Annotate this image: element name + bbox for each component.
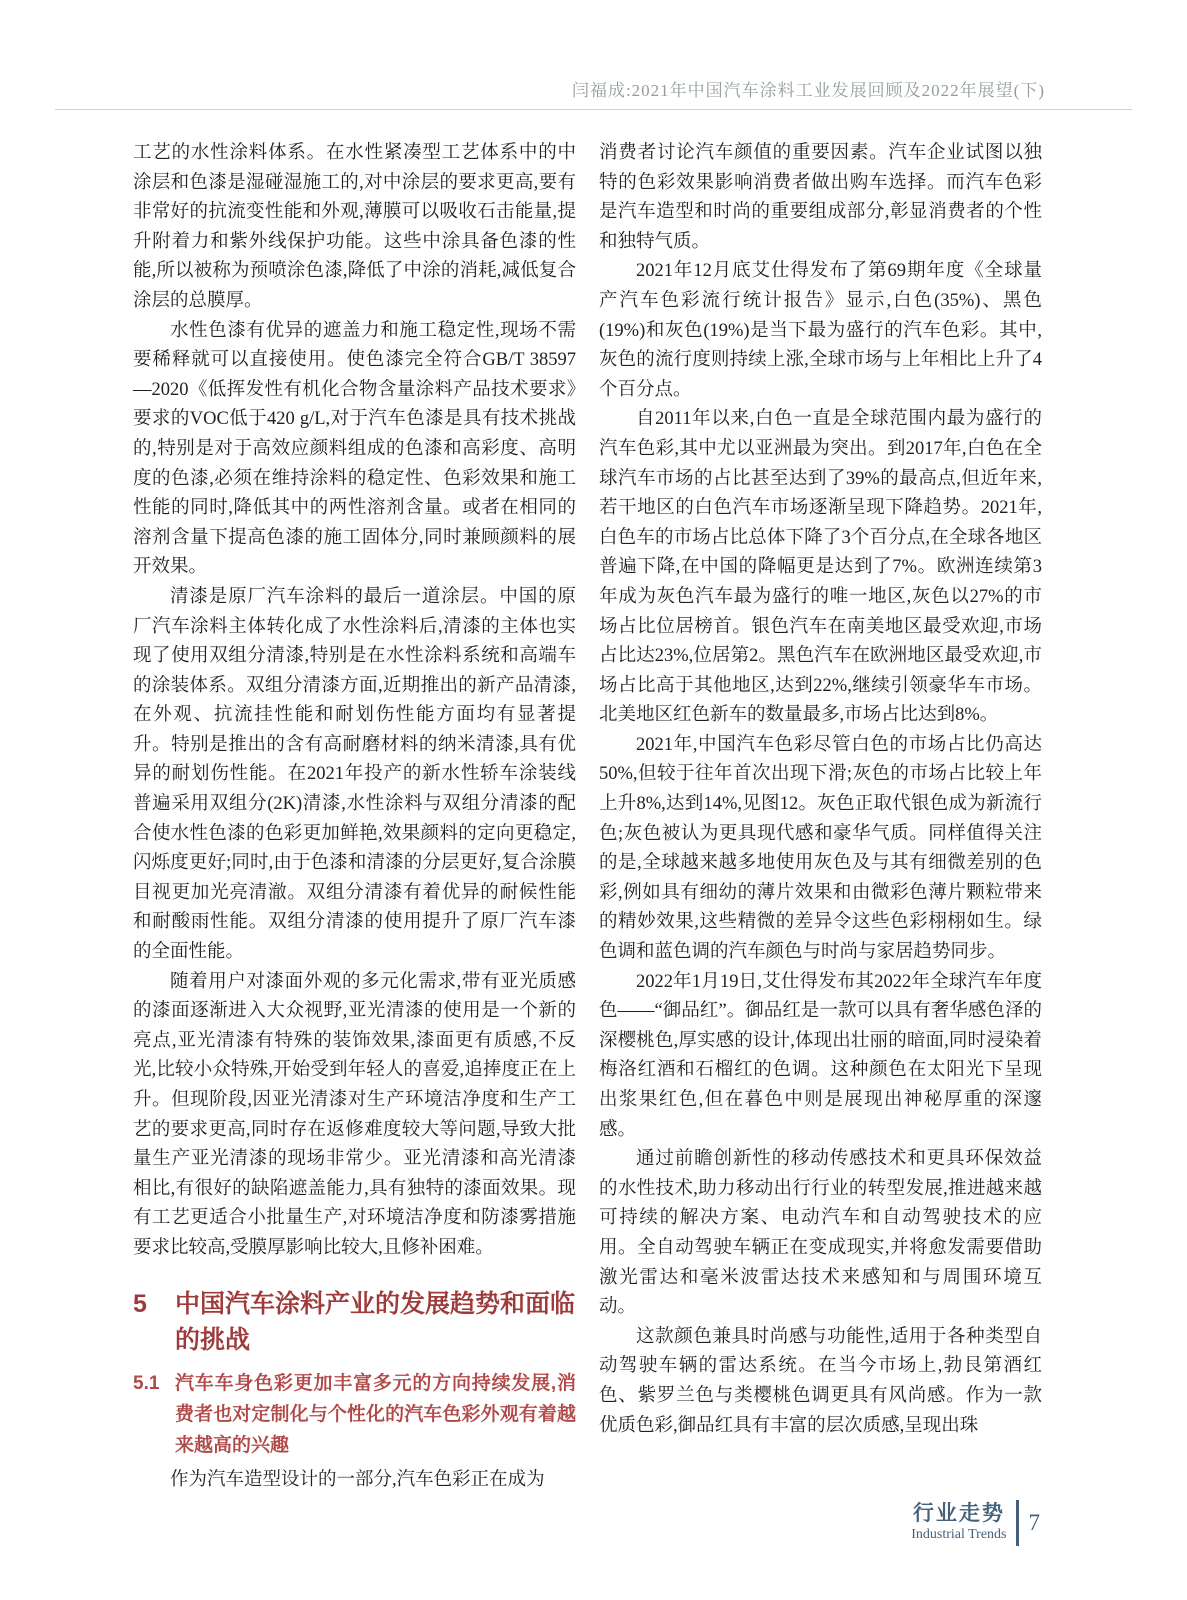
paragraph: 自2011年以来,白色一直是全球范围内最为盛行的汽车色彩,其中尤以亚洲最为突出。到2017年,白色在全球汽车市场的占比甚至达到了39%的最高点,但近年来,若干地区的白色汽车市场逐渐呈现下降趋势。2021年,白色车的市场占比总体下降了3个百分点,在全球各地区普遍下降,在中国的降幅更是达到了7%。欧洲连续第3年成为灰色汽车最为盛行的唯一地区,灰色以27%的市场占比位居榜首。银色汽车在南美地区最受欢迎,市场占比达23%,位居第2。黑色汽车在欧洲地区最受欢迎,市场占比高于其他地区,达到22%,继续引领豪华车市场。北美地区红色新车的数量最多,市场占比达到8%。 [599, 409, 1042, 726]
section-title: 中国汽车涂料产业的发展趋势和面临的挑战 [175, 1289, 576, 1354]
paragraph: 工艺的水性涂料体系。在水性紧凑型工艺体系中的中涂层和色漆是湿碰湿施工的,对中涂层的要求更高,要有非常好的抗流变性能和外观,薄膜可以吸收石击能量,提升附着力和紫外线保护功能。这些中涂具备色漆的性能,所以被称为预喷涂色漆,降低了中涂的消耗,减低复合涂层的总膜厚。 [133, 143, 576, 311]
section-number: 5 [133, 1289, 147, 1318]
subsection-heading [133, 1368, 576, 1461]
subsection-number: 5.1 [133, 1372, 160, 1394]
running-header [55, 76, 1045, 101]
article-body [133, 139, 1042, 1495]
paragraph: 2022年1月19日,艾仕得发布其2022年全球汽车年度色——“御品红”。御品红是一款可以具有奢华感色泽的深樱桃色,厚实感的设计,体现出壮丽的暗面,同时浸染着梅洛红酒和石榴红的色调。这种颜色在太阳光下呈现出浆果红色,但在暮色中则是展现出神秘厚重的深邃感。 [599, 971, 1042, 1140]
paragraph: 清漆是原厂汽车涂料的最后一道涂层。中国的原厂汽车涂料主体转化成了水性涂料后,清漆的主体也实现了使用双组分清漆,特别是在水性涂料系统和高端车的涂装体系。双组分清漆方面,近期推出的新产品清漆,在外观、抗流挂性能和耐划伤性能方面均有显著提升。特别是推出的含有高耐磨材料的纳米清漆,具有优异的耐划伤性能。在2021年投产的新水性轿车涂装线普遍采用双组分(2K)清漆,水性涂料与双组分清漆的配合使水性色漆的色彩更加鲜艳,效果颜料的定向更稳定,闪烁度更好;同时,由于色漆和清漆的分层更好,复合涂膜目视更加光亮清澈。双组分清漆有着优异的耐候性能和耐酸雨性能。双组分清漆的使用提升了原厂汽车漆的全面性能。 [133, 586, 576, 963]
page-footer [911, 1500, 1040, 1546]
page-number: 7 [1028, 1510, 1040, 1535]
footer-section-cn: 行业走势 [912, 1502, 1005, 1525]
left-column [133, 139, 576, 1495]
paragraph: 消费者讨论汽车颜值的重要因素。汽车企业试图以独特的色彩效果影响消费者做出购车选择。而汽车色彩是汽车造型和时尚的重要组成部分,彰显消费者的个性和独特气质。 [599, 143, 1042, 252]
paragraph: 通过前瞻创新性的移动传感技术和更具环保效益的水性技术,助力移动出行行业的转型发展,推进越来越可持续的解决方案、电动汽车和自动驾驶技术的应用。全自动驾驶车辆正在变成现实,并将愈发需要借助激光雷达和毫米波雷达技术来感知和与周围环境互动。 [599, 1149, 1042, 1318]
header-rule [55, 109, 1132, 110]
paragraph: 2021年,中国汽车色彩尽管白色的市场占比仍高达50%,但较于往年首次出现下滑;灰色的市场占比较上年上升8%,达到14%,见图12。灰色正取代银色成为新流行色;灰色被认为更具现代感和豪华气质。同样值得关注的是,全球越来越多地使用灰色及与其有细微差别的色彩,例如具有细幼的薄片效果和由微彩色薄片颗粒带来的精妙效果,这些精微的差异令这些色彩栩栩如生。绿色调和蓝色调的汽车颜色与时尚与家居趋势同步。 [599, 734, 1042, 963]
footer-section-label [911, 1502, 1015, 1544]
right-column [599, 139, 1042, 1495]
paragraph: 随着用户对漆面外观的多元化需求,带有亚光质感的漆面逐渐进入大众视野,亚光清漆的使用是一个新的亮点,亚光清漆有特殊的装饰效果,漆面更有质感,不反光,比较小众特殊,开始受到年轻人的喜爱,追捧度正在上升。但现阶段,因亚光清漆对生产环境洁净度和生产工艺的要求更高,同时存在返修难度较大等问题,导致大批量生产亚光清漆的现场非常少。亚光清漆和高光清漆相比,有很好的缺陷遮盖能力,具有独特的漆面效果。现有工艺更适合小批量生产,对环境洁净度和防漆雾措施要求比较高,受膜厚影响比较大,且修补困难。 [133, 971, 576, 1258]
paragraph: 作为汽车造型设计的一部分,汽车色彩正在成为 [170, 1469, 545, 1490]
subsection-title: 汽车车身色彩更加丰富多元的方向持续发展,消费者也对定制化与个性化的汽车色彩外观有着越来越高的兴趣 [175, 1372, 576, 1456]
footer-section-en: Industrial Trends [911, 1527, 1007, 1542]
paragraph: 这款颜色兼具时尚感与功能性,适用于各种类型自动驾驶车辆的雷达系统。在当今市场上,勃艮第酒红色、紫罗兰色与类樱桃色调更具有风尚感。作为一款优质色彩,御品红具有丰富的层次质感,呈现出珠 [599, 1326, 1042, 1436]
paragraph: 2021年12月底艾仕得发布了第69期年度《全球量产汽车色彩流行统计报告》显示,白色(35%)、黑色(19%)和灰色(19%)是当下最为盛行的汽车色彩。其中,灰色的流行度则持续上涨,全球市场与上年相比上升了4个百分点。 [599, 261, 1042, 400]
section-heading [133, 1286, 576, 1358]
running-title: 闫福成:2021年中国汽车涂料工业发展回顾及2022年展望(下) [571, 81, 1045, 100]
paragraph: 水性色漆有优异的遮盖力和施工稳定性,现场不需要稀释就可以直接使用。使色漆完全符合GB/T 38597—2020《低挥发性有机化合物含量涂料产品技术要求》要求的VOC低于420 g/L,对于汽车色漆是具有技术挑战的,特别是对于高效应颜料组成的色漆和高彩度、高明度的色漆,必须在维持涂料的稳定性、色彩效果和施工性能的同时,降低其中的两性溶剂含量。或者在相同的溶剂含量下提高色漆的施工固体分,同时兼顾颜料的展开效果。 [133, 320, 576, 578]
